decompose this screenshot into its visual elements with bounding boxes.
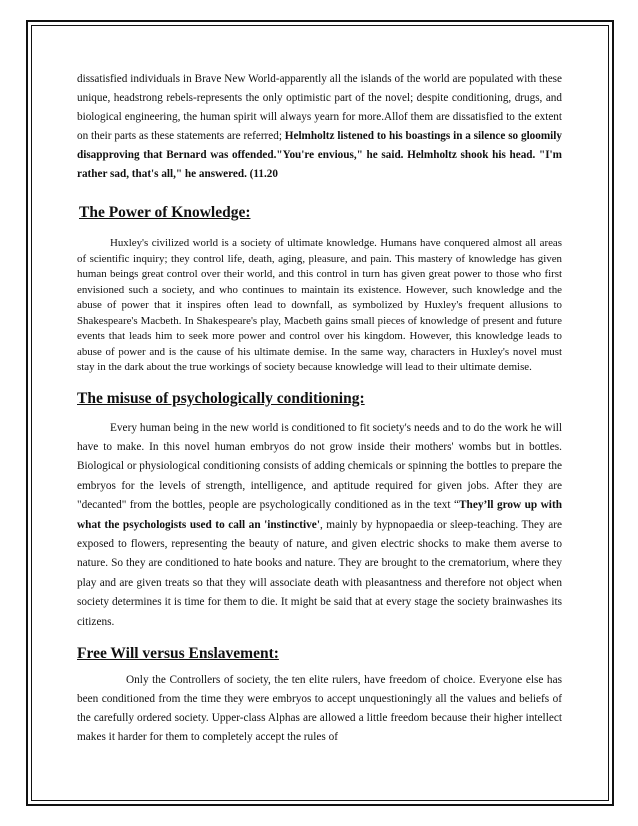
- intro-text: dissatisfied individuals in Brave New World-apparently all the islands of the world are populated with these unique, headstrong rebels-represents the only optimistic part of the novel; despite conditioning, drugs, and biological engineering, the human spirit will always yearn for more.Allof them are dissatisfied to the extent on their parts as these statements are referred;: [77, 73, 562, 142]
- free-will-paragraph: Only the Controllers of society, the ten elite rulers, have freedom of choice. Everyone else has been conditioned from the time they were embryos to accept unquestioningly all the values and beliefs of the carefully ordered society. Upper-class Alphas are allowed a little freedom because their higher intellect makes it harder for them to completely accept the rules of: [77, 673, 562, 743]
- misuse-bold-quote: They’ll grow up with what the psychologists used to call an 'instinctive': [77, 499, 562, 531]
- heading-power-of-knowledge: The Power of Knowledge:: [79, 204, 251, 221]
- heading-misuse-conditioning: The misuse of psychologically conditioning:: [77, 389, 365, 407]
- misuse-text-after: , mainly by hypnopaedia or sleep-teaching. They are exposed to flowers, representing the beauty of nature, and given electric shocks to make them averse to nature. So they are conditioned to hate books and nature. They are brought to the crematorium, where they play and are given treats so that they will associate death with pleasantness and therefore not object when society determines it is time for them to die. It might be said that at every stage the society brainwashes its citizens.: [77, 518, 562, 628]
- knowledge-paragraph: Huxley's civilized world is a society of ultimate knowledge. Humans have conquered almost all areas of scientific inquiry; they control life, death, aging, pleasure, and pain. This mastery of knowledge has given human beings great control over their world, and this control in turn has given great power to those who first envisioned such a society, and who continues to maintain its existence. However, such knowledge and the abuse of power that it inspires often lead to downfall, as symbolized by Huxley's frequent allusions to Shakespeare's Macbeth. In Shakespeare's play, Macbeth gains small pieces of knowledge of present and future events that leads him to seek more power and control over his kingdom. However, this knowledge leads to abuse of power and is the cause of his ultimate demise. In the same way, characters in Huxley's novel must stay in the dark about the true workings of society because knowledge will lead to their ultimate demise.: [77, 237, 562, 373]
- intro-bold-quote: Helmholtz listened to his boastings in a silence so gloomily disapproving that Bernard was offended."You're envious," he said. Helmholtz shook his head. "I'm rather sad, that's all," he answered. (11.20: [77, 130, 562, 180]
- intro-paragraph: [77, 70, 562, 184]
- page-content: [77, 70, 562, 747]
- misuse-paragraph: [77, 419, 562, 632]
- misuse-text-before: Every human being in the new world is conditioned to fit society's needs and to do the work he will have to make. In this novel human embryos do not grow inside their mothers' wombs but in bottles. Biological or physiological conditioning consists of adding chemicals or spinning the bottles to prepare the embryos for the levels of strength, intelligence, and aptitude required for given jobs. After they are "decanted" from the bottles, people are psychologically conditioned as in the text “: [77, 421, 562, 512]
- heading-free-will: Free Will versus Enslavement:: [77, 644, 279, 662]
